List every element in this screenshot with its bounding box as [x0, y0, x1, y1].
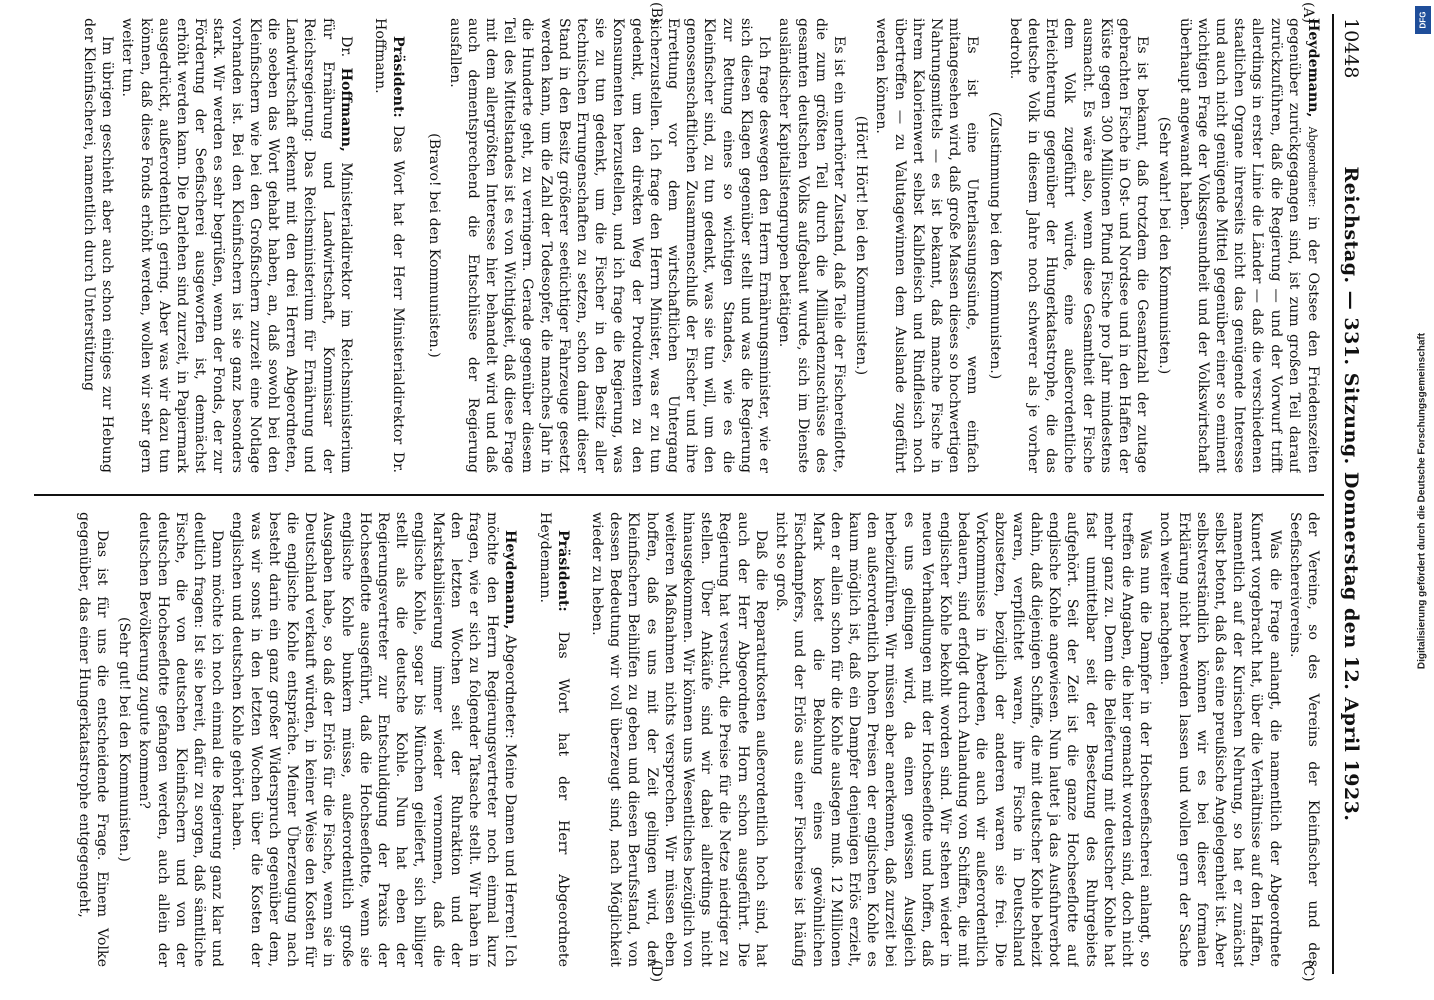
- spacer: [407, 18, 421, 473]
- page-title: Reichstag. — 331. Sitzung. Donnerstag den 12. April 1923.: [1340, 166, 1362, 822]
- paragraph-text: Ministerialdirektor im Reichsministerium für Ernährung und Landwirtschaft, Kommissar der Reichsregierung: Das Reichsministerium für Ernährung und Landwirtschaft erkennt mit den drei Herren Abgeordneten, die soeben das Wort gehabt haben, an, daß sowohl bei den Kleinfischern wie bei den Großfischern zurzeit eine Notlage vorhanden ist. Bei den Kleinfischern ist sie ganz besonders stark. Wir werden es sehr begrüßen, wenn der Fonds, der zur Förderung der Seefischerei ausgeworfen ist, demnächst erhöht werden kann. Die Darlehen sind zurzeit, in Papiermark ausgedrückt, außerordentlich gering. Aber was wir dazu tun können, daß diese Fonds erhöht werden, wollen wir sehr gern weiter tun.: [119, 18, 354, 473]
- newspaper-page: [24, 2, 1364, 983]
- paragraph: der Vereine, so des Vereins der Kleinfischer und des Seefischereivereins.: [1286, 512, 1321, 967]
- paragraph: Was die Frage anlangt, die namentlich der Abgeordnete Kunert vorgebracht hat, über die Verhältnisse auf den Haffen, namentlich auf der Kurischen Nehrung, so hat er zunächst selbst betont, daß das eine preußische Angelegenheit ist. Aber selbstverständlich können wir es bei dieser formalen Erklärung nicht bewenden lassen und wollen gern der Sache noch weiter nachgehen.: [1157, 512, 1283, 967]
- interjection: (Zustimmung bei den Kommunisten.): [986, 111, 1003, 380]
- paragraph-text: Das Wort hat der Herr Ministerialdirektor Dr. Hoffmann.: [372, 18, 407, 473]
- right-column: [32, 512, 1322, 967]
- margin-mark-d: (D): [648, 960, 664, 983]
- speaker-role: Abgeordneter:: [1306, 126, 1319, 208]
- paragraph: Es ist eine Unterlassungssünde, wenn einfach mitangesehen wird, daß große Massen dieses so hochwertigen Nahrungsmittels — es ist bekannt, daß manche Fische in ihrem Kalorienwert selbst Kalbfleisch und Rindfleisch noch übertreffen — zu Valutagewinnen dem Auslande zugeführt werden können.: [873, 18, 981, 473]
- speaker-name: Hoffmann,: [337, 67, 354, 152]
- paragraph-text: in der Ostsee den Friedenszeiten gegenüber zurückgegangen sind, ist zum großen Teil darauf zurückzuführen, daß die Regierung — und der Vorwurf trifft allerdings in erster Linie die Länder — daß die verschiedenen staatlichen Organe ihrerseits nicht das genügende Interesse und auch nicht genügende Mittel gegenüber einer so eminent wichtigen Frage der Volksgesundheit und der Volkswirtschaft überhaupt angewandt haben.: [1176, 18, 1321, 473]
- dfg-logo-text: DFG: [1418, 11, 1428, 29]
- left-column: [32, 18, 1322, 473]
- margin-mark-b: (B): [648, 2, 664, 24]
- paragraph: Das ist für uns die entscheidende Frage. Einem Volke gegenüber, das einer Hungerkatastrophe entgegengeht,: [75, 512, 110, 967]
- speaker-name: Heydemann,: [502, 530, 519, 630]
- paragraph: Was nun die Dampfer in der Hochseefischerei anlangt, so treffen die Angaben, die hier gemacht worden sind, doch nicht mehr ganz zu. Denn die Belieferung mit deutscher Kohle hat fast unmittelbar seit der Besetzung des Ruhrgebiets aufgehört. Seit der Zeit ist die ganze Hochseeflotte auf englische Kohle angewiesen. Nun lautet ja das Ausfuhrverbot dahin, daß diejenigen Schiffe, die mit deutscher Kohle beheizt waren, verpflichtet waren, ihre Fische in Deutschland abzusetzen, bezüglich der anderen waren sie frei. Die Vorkommnisse in Aberdeen, die auch wir außerordentlich bedauern, sind erfolgt durch Anlandung von Schiffen, die mit englischer Kohle bekohlt worden sind. Wir stehen wieder in neuen Verhandlungen mit der Hochseeflotte und hoffen, daß es uns gelingen wird, da einen gewissen Ausgleich herbeizuführen. Wir müssen aber anerkennen, daß zurzeit bei den außerordentlich hohen Preisen der englischen Kohle es kaum möglich ist, daß ein Dampfer denjenigen Erlös erzielt, den er allein schon für die Kohle auslegen muß. 12 Millionen Mark kostet die Bekohlung eines gewöhnlichen Fischdampfers, und der Erlös aus einer Fischreise ist häufig nicht so groß.: [773, 512, 1154, 967]
- interjection: (Sehr wahr! bei den Kommunisten.): [1156, 116, 1173, 375]
- paragraph: Es ist bekannt, daß trotzdem die Gesamtzahl der zutage gebrachten Fische in Ost- und Nordsee und in den Haffen der Küste gegen 300 Millionen Pfund Fische pro Jahr mindestens ausmacht. Es wäre also, wenn diese Gesamtheit der Fische dem Volk zugeführt würde, eine außerordentliche Erleichterung gegenüber der Hungerkatastrophe, die das deutsche Volk in diesem Jahre noch schwerer als je vorher bedroht.: [1006, 18, 1151, 473]
- dfg-credit: [1412, 6, 1432, 996]
- paragraph: Dann möchte ich noch einmal die Regierung ganz klar und deutlich fragen: Ist sie bereit, dafür zu sorgen, daß sämtliche Fische, die von deutschen Kleinfischern und von der deutschen Hochseeflotte gefangen werden, auch allein der deutschen Bevölkerung zugute kommen?: [136, 512, 226, 967]
- paragraph: [1175, 18, 1322, 473]
- president-label: Präsident:: [554, 530, 571, 612]
- margin-mark-c: (C): [1300, 960, 1316, 982]
- spacer: [519, 512, 533, 967]
- paragraph: [535, 512, 571, 967]
- paragraph: [118, 18, 355, 473]
- page-number: 10448: [1340, 18, 1362, 79]
- spacer: [572, 512, 586, 967]
- speaker-prefix: Dr.: [337, 36, 354, 58]
- spacer: [355, 18, 369, 473]
- page-header: [1332, 14, 1364, 974]
- interjection: (Hört! Hört! bei den Kommunisten.): [853, 115, 870, 376]
- margin-mark-a: (A): [1300, 2, 1316, 24]
- paragraph: Daß die Reparaturkosten außerordentlich hoch sind, hat auch der Herr Abgeordnete Horn schon ausgeführt. Die Regierung hat versucht, die Preise für die Netze niedriger zu stellen. Über Ankäufe sind wir dabei allerdings nicht hinausgekommen. Wir können uns Wesentliches bezüglich von weiteren Maßnahmen nichts versprechen. Wir müssen eben hoffen, daß es uns mit der Zeit gelingen wird, den Kleinfischern Beihilfen zu geben und diesen Berufsstand, von dessen Bedeutung wir voll überzeugt sind, nach Möglichkeit wieder zu heben.: [589, 512, 769, 967]
- dfg-logo: [1415, 6, 1431, 34]
- interjection: (Bravo! bei den Kommunisten.): [426, 133, 443, 358]
- paragraph: [228, 512, 519, 967]
- dfg-credit-text: Digitalisierung gefördert durch die Deutsche Forschungsgemeinschaft: [1416, 332, 1428, 670]
- paragraph: Ich frage deswegen den Herrn Ernährungsminister, wie er sich diesen Klagen gegenüber stellt und was die Regierung zur Rettung eines so wichtigen Standes, wie es die Kleinfischer sind, zu tun gedenkt, was sie tun will, um den genossenschaftlichen Zusammenschluß der Fischer und ihre Errettung vor dem wirtschaftlichen Untergang sicherzustellen. Ich frage den Herrn Minister, was er zu tun gedenkt, um den direkten Weg der Produzenten zu den Konsumenten herzustellen, und ich frage die Regierung, was sie zu tun gedenkt, um die Fischer in den Besitz aller technischen Errungenschaften zu setzen, schon damit dieser Stand in den Besitz größerer seetüchtiger Fahrzeuge gesetzt werden kann, um die Zahl der Todesopfer, die manches Jahr in die Hunderte geht, zu verringern. Gerade gegenüber diesem Teil des Mittelstandes ist es von Wichtigkeit, daß diese Frage mit dem allergrößten Interesse hier behandelt wird und daß auch dementsprechend die Entschlüsse der Regierung ausfallen.: [446, 18, 773, 473]
- paragraph-text: Das Wort hat der Herr Abgeordnete Heydemann.: [536, 512, 571, 967]
- president-label: Präsident:: [390, 36, 407, 118]
- column-divider: [34, 494, 1324, 496]
- paragraph: Im übrigen geschieht aber auch schon einiges zur Hebung der Kleinfischerei, namentlich durch Unterstützung: [81, 18, 116, 473]
- paragraph: Es ist ein unerhörter Zustand, daß Teile der Fischereiflotte, die zum größten Teil durch die Milliardenzuschüsse des gesamten deutschen Volks aufgebaut wurde, sich im Dienste ausländischer Kapitalistengruppen betätigen.: [776, 18, 847, 473]
- interjection: (Sehr gut! bei den Kommunisten.): [116, 617, 133, 862]
- paragraph-text: Abgeordneter: Meine Damen und Herren! Ich möchte den Herrn Regierungsvertreter noch einmal kurz fragen, wie er sich zu folgender Tatsache stellt. Wir haben in den letzten Wochen seit der Ruhraktion und der Markstabilisierung immer wieder vernommen, daß die englische Kohle, sogar bis München geliefert, sich billiger stellt als die deutsche Kohle. Nun hat eben der Regierungsvertreter zur Entschuldigung der Praxis der Hochseeflotte ausgeführt, daß die Hochseeflotte, wenn sie englische Kohle bunkern müsse, außerordentlich große Ausgaben habe, so daß der Erlös für die Fische, wenn sie in Deutschland verkauft würden, in keiner Weise den Kosten für die englische Kohle entspräche. Meiner Überzeugung nach besteht darin ein ganz großer Widerspruch gegenüber dem, was wir sonst in den letzten Wochen über die Kosten der englischen und deutschen Kohle gehört haben.: [229, 512, 519, 967]
- speaker-name: Heydemann,: [1305, 18, 1321, 118]
- paragraph: [371, 18, 407, 473]
